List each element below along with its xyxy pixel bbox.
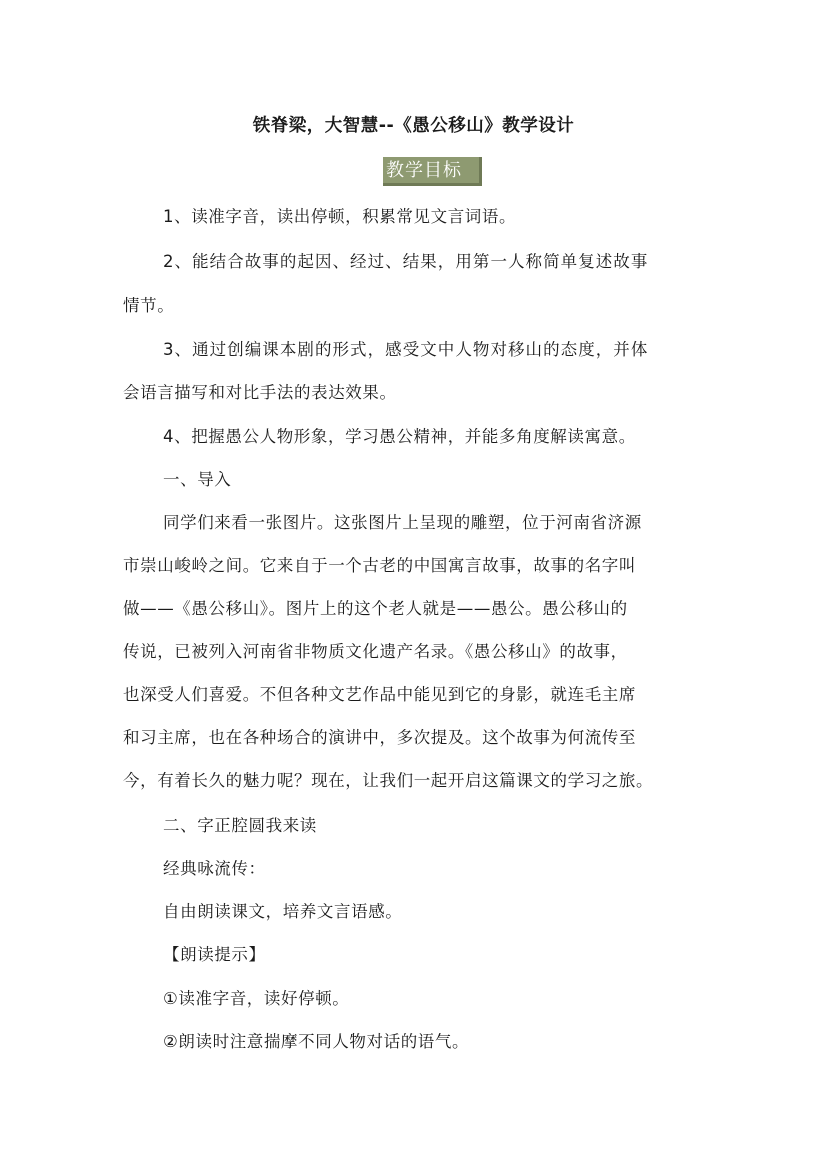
objective-4: 4、把握愚公人物形象，学习愚公精神，并能多角度解读寓意。 [163, 427, 636, 446]
reading-tips-heading: 【朗读提示】 [163, 945, 266, 964]
objective-3-line-1: 3、通过创编课本剧的形式，感受文中人物对移山的态度，并体 [163, 340, 649, 359]
intro-paragraph-line-1: 同学们来看一张图片。这张图片上呈现的雕塑，位于河南省济源 [163, 513, 642, 532]
reading-tip-2: ②朗读时注意揣摩不同人物对话的语气。 [163, 1032, 470, 1051]
section-2-heading: 二、字正腔圆我来读 [163, 816, 317, 835]
reading-tip-1: ①读准字音，读好停顿。 [163, 989, 350, 1008]
section-2-subheading: 经典咏流传： [163, 859, 266, 878]
intro-paragraph-line-2: 市崇山峻岭之间。它来自于一个古老的中国寓言故事，故事的名字叫 [123, 556, 636, 575]
section-1-heading: 一、导入 [163, 470, 232, 489]
section-2-line: 自由朗读课文，培养文言语感。 [163, 902, 403, 921]
intro-paragraph-line-3: 做——《愚公移山》。图片上的这个老人就是——愚公。愚公移山的 [123, 599, 628, 618]
document-title: 铁脊梁，大智慧--《愚公移山》教学设计 [252, 116, 575, 136]
intro-paragraph-line-7: 今，有着长久的魅力呢？现在，让我们一起开启这篇课文的学习之旅。 [123, 771, 654, 790]
objective-2-line-2: 情节。 [123, 296, 175, 315]
section-badge-teaching-goals: 教学目标 [383, 157, 482, 186]
intro-paragraph-line-5: 也深受人们喜爱。不但各种文艺作品中能见到它的身影，就连毛主席 [123, 685, 636, 704]
objective-2-line-1: 2、能结合故事的起因、经过、结果，用第一人称简单复述故事 [163, 252, 649, 271]
intro-paragraph-line-4: 传说，已被列入河南省非物质文化遗产名录。《愚公移山》的故事， [123, 642, 628, 661]
objective-1: 1、读准字音，读出停顿，积累常见文言词语。 [163, 207, 517, 226]
intro-paragraph-line-6: 和习主席，也在各种场合的演讲中，多次提及。这个故事为何流传至 [123, 728, 636, 747]
objective-3-line-2: 会语言描写和对比手法的表达效果。 [123, 383, 397, 402]
